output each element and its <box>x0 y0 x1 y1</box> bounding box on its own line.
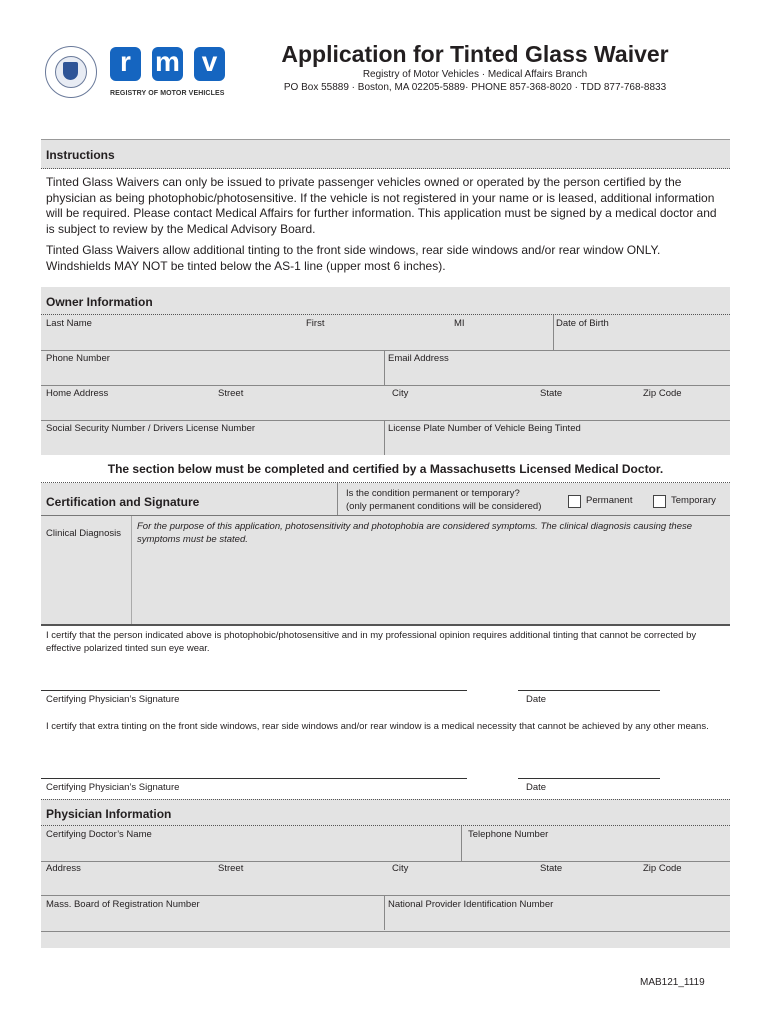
temporary-checkbox[interactable] <box>653 495 666 508</box>
temporary-label: Temporary <box>671 495 716 506</box>
condition-question-note: (only permanent conditions will be considered) <box>346 501 542 512</box>
permanent-label: Permanent <box>586 495 633 506</box>
condition-question: Is the condition permanent or temporary? <box>346 488 520 499</box>
form-id: MAB121_1119 <box>640 977 705 988</box>
doctor-state-field[interactable]: State <box>540 863 563 874</box>
date-1-line <box>518 690 660 691</box>
certification-bottom-rule <box>41 624 730 626</box>
certify-statement-2: I certify that extra tinting on the front side windows, rear side windows and/or rear window is a medical necessity that cannot be achieved by any other means. <box>46 721 709 732</box>
owner-zip-field[interactable]: Zip Code <box>643 388 682 399</box>
certification-row-line <box>41 515 730 516</box>
signature-1-line <box>41 690 467 691</box>
physician-row-line-2 <box>41 895 730 896</box>
date-2-line <box>518 778 660 779</box>
certify-statement-1: I certify that the person indicated above is photophobic/photosensitive and in my professional opinion requires additional tinting that cannot be corrected by effective polarized tinted sun eye wear. <box>46 630 697 654</box>
doctor-zip-field[interactable]: Zip Code <box>643 863 682 874</box>
doctor-address-field[interactable]: Address <box>46 863 81 874</box>
clinical-divider <box>131 516 132 624</box>
rmv-logo-subtitle: REGISTRY OF MOTOR VEHICLES <box>110 90 225 97</box>
doctor-telephone-field[interactable]: Telephone Number <box>468 829 549 840</box>
owner-city-field[interactable]: City <box>392 388 409 399</box>
owner-row-line-1 <box>41 350 730 351</box>
date-1-input[interactable] <box>518 660 660 690</box>
physician-row-line-3 <box>41 931 730 932</box>
date-2-input[interactable] <box>518 748 660 778</box>
rmv-logo-v: v <box>194 47 225 81</box>
phone-number-field[interactable]: Phone Number <box>46 353 110 364</box>
owner-state-field[interactable]: State <box>540 388 563 399</box>
page-title: Application for Tinted Glass Waiver <box>281 41 669 67</box>
seal-shield-icon <box>63 62 78 80</box>
physician-heading-divider <box>41 825 730 826</box>
license-plate-field[interactable]: License Plate Number of Vehicle Being Tinted <box>388 423 581 434</box>
permanent-checkbox[interactable] <box>568 495 581 508</box>
physician-row-line-1 <box>41 861 730 862</box>
doctor-notice: The section below must be completed and certified by a Massachusetts Licensed Medical Doctor. <box>107 462 664 476</box>
doctor-name-field[interactable]: Certifying Doctor’s Name <box>46 829 152 840</box>
instructions-paragraph-1: Tinted Glass Waivers can only be issued to private passenger vehicles owned or operated by the person certified by the physician as being photophobic/photosensitive. If the vehicle is not registered in your name or is leased, additional information will be required. Please contact Medical Affairs for further information. This application must be signed by a medical doctor and is subject to review by the Medical Advisory Board. <box>46 175 717 236</box>
signature-2-input[interactable] <box>41 748 467 778</box>
middle-initial-field[interactable]: MI <box>454 318 465 329</box>
physician-heading: Physician Information <box>46 807 172 821</box>
owner-row-line-2 <box>41 385 730 386</box>
last-name-field[interactable]: Last Name <box>46 318 92 329</box>
instructions-heading: Instructions <box>46 148 115 162</box>
physician-section <box>41 799 730 948</box>
ssn-license-field[interactable]: Social Security Number / Drivers License Number <box>46 423 256 434</box>
doctor-street-label: Street <box>218 863 244 874</box>
instructions-divider <box>41 168 730 169</box>
email-divider <box>384 351 385 386</box>
dob-divider <box>553 315 554 351</box>
date-2-label: Date <box>526 782 547 793</box>
rmv-logo-r: r <box>110 47 141 81</box>
board-registration-field[interactable]: Mass. Board of Registration Number <box>46 899 200 910</box>
plate-divider <box>384 421 385 455</box>
date-of-birth-field[interactable]: Date of Birth <box>556 318 609 329</box>
signature-1-input[interactable] <box>41 660 467 690</box>
date-1-label: Date <box>526 694 547 705</box>
signature-2-line <box>41 778 467 779</box>
clinical-diagnosis-label: Clinical Diagnosis <box>46 528 121 539</box>
certification-heading: Certification and Signature <box>46 495 200 509</box>
first-name-field[interactable]: First <box>306 318 325 329</box>
question-divider <box>337 483 338 515</box>
signature-1-label: Certifying Physician’s Signature <box>46 694 180 705</box>
doctor-city-field[interactable]: City <box>392 863 409 874</box>
npi-divider <box>384 896 385 930</box>
owner-heading: Owner Information <box>46 295 153 309</box>
email-address-field[interactable]: Email Address <box>388 353 449 364</box>
instructions-band <box>41 139 730 169</box>
owner-row-line-3 <box>41 420 730 421</box>
rmv-logo-m: m <box>152 47 183 81</box>
telephone-divider <box>461 826 462 861</box>
clinical-diagnosis-input[interactable] <box>137 548 727 622</box>
instructions-paragraph-2: Tinted Glass Waivers allow additional tinting to the front side windows, rear side windows and/or rear window ONLY. Windshields MAY NOT be tinted below the AS-1 line (upper most 6 inches). <box>46 243 661 273</box>
clinical-diagnosis-note: For the purpose of this application, photosensitivity and photophobia are considered symptoms. The clinical diagnosis causing these symptoms must be stated. <box>137 521 693 545</box>
physician-top-divider <box>41 799 730 800</box>
state-seal <box>45 46 97 98</box>
npi-field[interactable]: National Provider Identification Number <box>388 899 554 910</box>
owner-street-label: Street <box>218 388 244 399</box>
branch-line: Registry of Motor Vehicles · Medical Affairs Branch <box>362 69 588 80</box>
signature-2-label: Certifying Physician’s Signature <box>46 782 180 793</box>
contact-line: PO Box 55889 · Boston, MA 02205-5889· PHONE 857-368-8020 · TDD 877-768-8833 <box>283 82 667 93</box>
home-address-field[interactable]: Home Address <box>46 388 109 399</box>
